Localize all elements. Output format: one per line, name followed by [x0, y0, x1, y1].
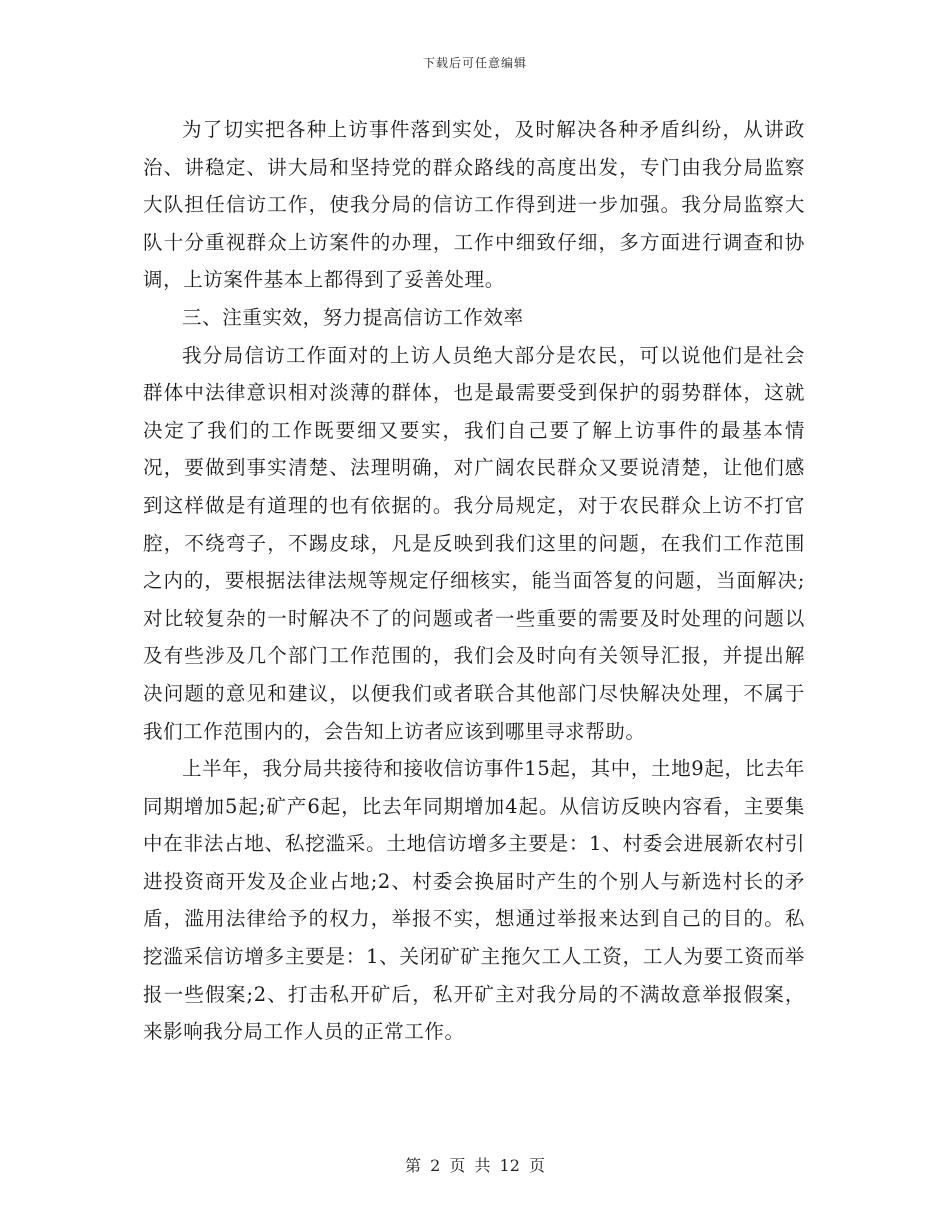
paragraph-petition-handling: 为了切实把各种上访事件落到实处，及时解决各种矛盾纠纷，从讲政治、讲稳定、讲大局和坚持党的群众路线的高度出发，专门由我分局监察大队担任信访工作，使我分局的信访工作得到进一步加强。我分局监察大队十分重视群众上访案件的办理，工作中细致仔细，多方面进行调查和协调，上访案件基本上都得到了妥善处理。: [143, 118, 805, 292]
section-heading-efficiency: 三、注重实效，努力提高信访工作效率: [182, 305, 524, 329]
paragraph-farmer-petitions: 我分局信访工作面对的上访人员绝大部分是农民，可以说他们是社会群体中法律意识相对淡薄的群体，也是最需要受到保护的弱势群体，这就决定了我们的工作既要细又要实，我们自己要了解上访事件的最基本情况，要做到事实清楚、法理明确，对广阔农民群众又要说清楚，让他们感到这样做是有道理的也有依据的。我分局规定，对于农民群众上访不打官腔，不绕弯子，不踢皮球，凡是反映到我们这里的问题，在我们工作范围之内的，要根据法律法规等规定仔细核实，能当面答复的问题，当面解决;对比较复杂的一时解决不了的问题或者一些重要的需要及时处理的问题以及有些涉及几个部门工作范围的，我们会及时向有关领导汇报，并提出解决问题的意见和建议，以便我们或者联合其他部门尽快解决处理，不属于我们工作范围内的，会告知上访者应该到哪里寻求帮助。: [143, 343, 805, 743]
page-header: 下载后可任意编辑: [422, 56, 527, 70]
page-footer: 第 2 页 共 12 页: [405, 1156, 545, 1175]
paragraph-half-year-statistics: 上半年，我分局共接待和接收信访事件15起，其中，土地9起，比去年同期增加5起;矿产6起，比去年同期增加4起。从信访反映内容看，主要集中在非法占地、私挖滥采。土地信访增多主要是：1、村委会进展新农村引进投资商开发及企业占地;2、村委会换届时产生的个别人与新选村长的矛盾，滥用法律给予的权力，举报不实，想通过举报来达到自己的目的。私挖滥采信访增多主要是：1、关闭矿矿主拖欠工人工资，工人为要工资而举报一些假案;2、打击私开矿后，私开矿主对我分局的不满故意举报假案，来影响我分局工作人员的正常工作。: [143, 757, 805, 1044]
document-body: [143, 111, 805, 1051]
